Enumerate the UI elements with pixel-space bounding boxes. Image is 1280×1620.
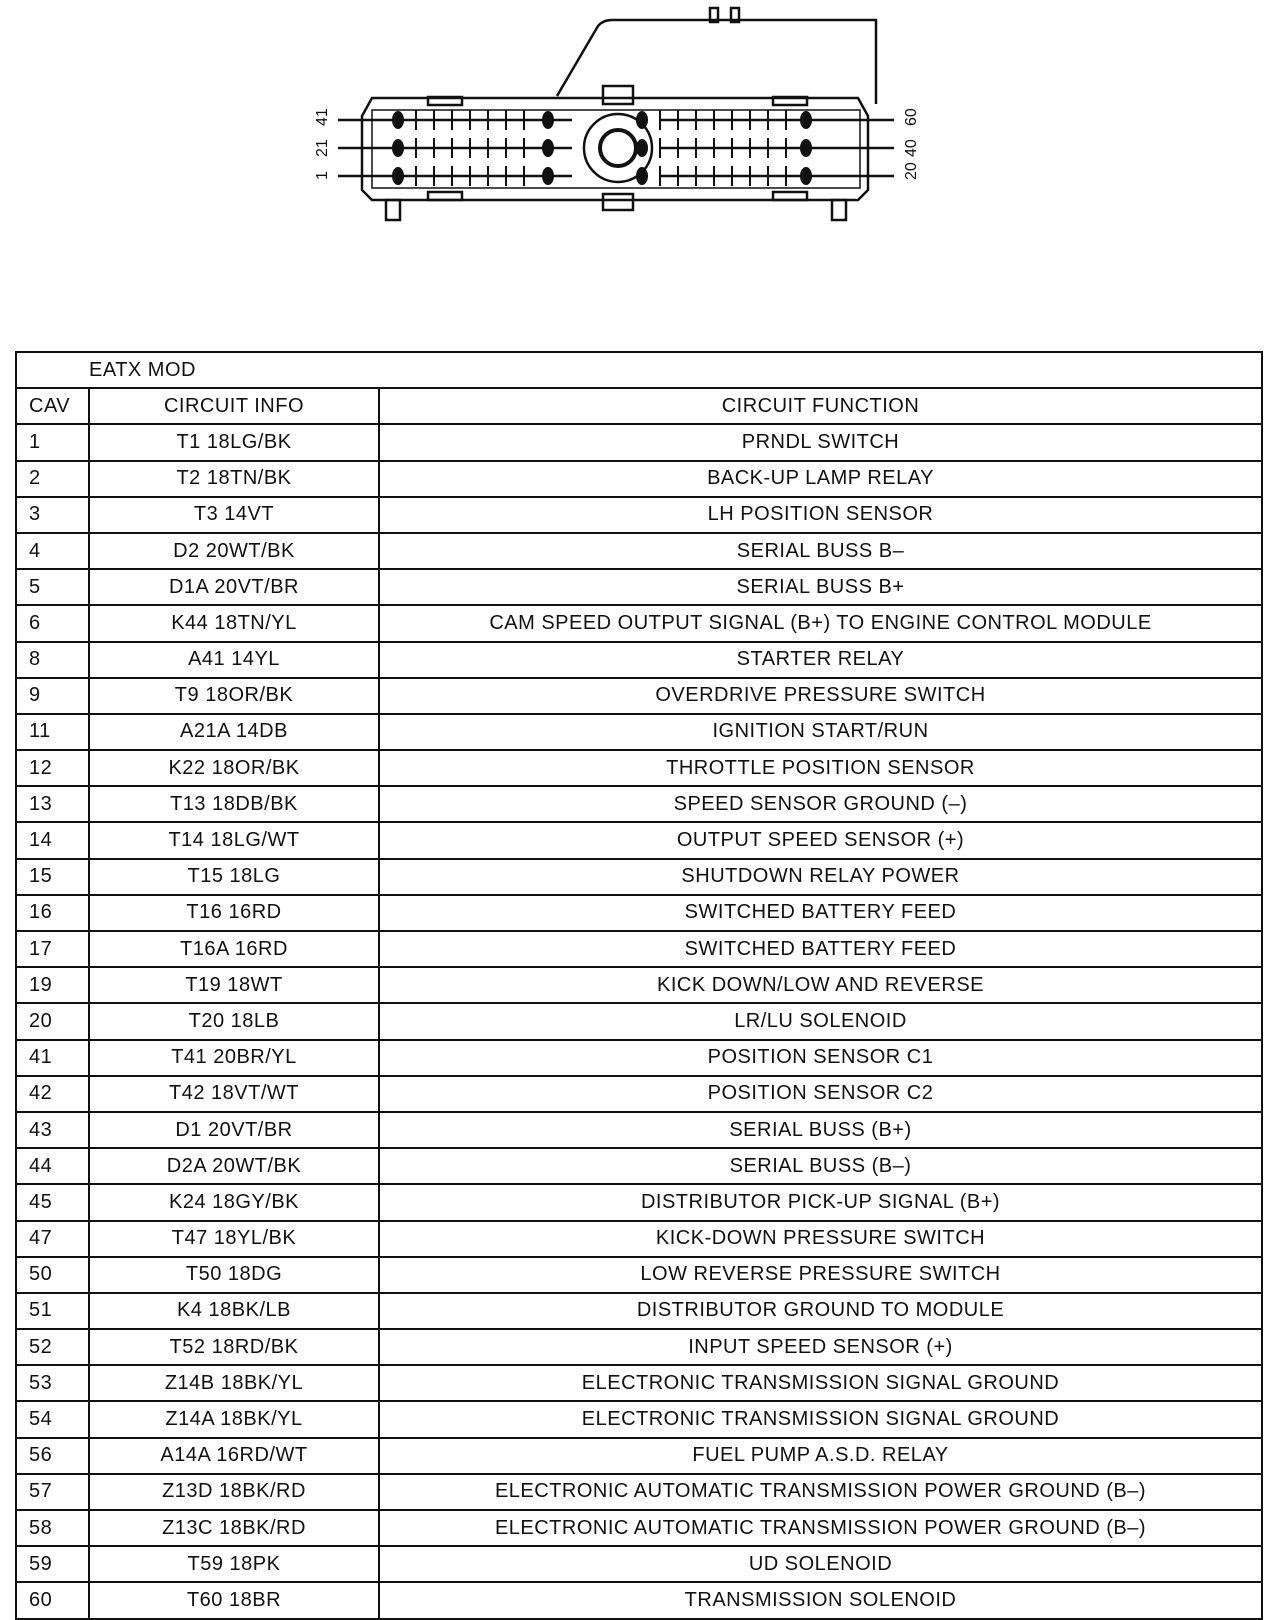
pin-endpoint [636,167,648,185]
circuit-function-cell: SWITCHED BATTERY FEED [379,931,1262,967]
circuit-info-cell: T20 18LB [89,1003,379,1039]
latch-bottom-left [428,192,462,200]
circuit-info-cell: A21A 14DB [89,714,379,750]
circuit-function-cell: KICK DOWN/LOW AND REVERSE [379,967,1262,1003]
foot-left [386,200,400,220]
pin-label-60: 60 [903,108,920,126]
table-row [16,1510,1262,1546]
table-row [16,497,1262,533]
circuit-function-cell: STARTER RELAY [379,642,1262,678]
cav-cell: 1 [16,424,89,460]
table-row [16,822,1262,858]
pin-assignment-table [15,351,1263,1620]
cav-cell: 44 [16,1148,89,1184]
table-body [16,424,1262,1618]
header-cav: CAV [16,388,89,424]
pin-endpoint [542,167,554,185]
circuit-function-cell: SERIAL BUSS B+ [379,569,1262,605]
pin-endpoint [542,111,554,129]
cav-cell: 2 [16,461,89,497]
circuit-function-cell: SERIAL BUSS (B+) [379,1112,1262,1148]
circuit-info-cell: K24 18GY/BK [89,1184,379,1220]
table-row [16,1401,1262,1437]
table-row [16,1221,1262,1257]
table-header-row [16,388,1262,424]
header-circuit-info: CIRCUIT INFO [89,388,379,424]
circuit-function-cell: SERIAL BUSS (B–) [379,1148,1262,1184]
table-row [16,931,1262,967]
circuit-function-cell: SHUTDOWN RELAY POWER [379,859,1262,895]
latch-top-center [603,86,633,104]
pin-label-1: 1 [314,171,331,180]
pin-label-40: 40 [903,139,920,157]
table-row [16,1329,1262,1365]
circuit-function-cell: SWITCHED BATTERY FEED [379,895,1262,931]
circuit-info-cell: K44 18TN/YL [89,605,379,641]
circuit-info-cell: T13 18DB/BK [89,786,379,822]
cav-cell: 14 [16,822,89,858]
circuit-info-cell: T59 18PK [89,1546,379,1582]
cav-cell: 43 [16,1112,89,1148]
circuit-function-cell: IGNITION START/RUN [379,714,1262,750]
circuit-info-cell: D1A 20VT/BR [89,569,379,605]
cav-cell: 12 [16,750,89,786]
circuit-info-cell: T15 18LG [89,859,379,895]
table-row [16,859,1262,895]
header-circuit-function: CIRCUIT FUNCTION [379,388,1262,424]
cav-cell: 9 [16,678,89,714]
circuit-info-cell: T16 16RD [89,895,379,931]
cav-cell: 6 [16,605,89,641]
circuit-function-cell: ELECTRONIC AUTOMATIC TRANSMISSION POWER GROUND (B–) [379,1510,1262,1546]
table-row [16,1003,1262,1039]
circuit-function-cell: SERIAL BUSS B– [379,533,1262,569]
circuit-function-cell: KICK-DOWN PRESSURE SWITCH [379,1221,1262,1257]
circuit-function-cell: INPUT SPEED SENSOR (+) [379,1329,1262,1365]
circuit-function-cell: DISTRIBUTOR PICK-UP SIGNAL (B+) [379,1184,1262,1220]
circuit-function-cell: DISTRIBUTOR GROUND TO MODULE [379,1293,1262,1329]
cav-cell: 13 [16,786,89,822]
cav-cell: 3 [16,497,89,533]
cav-cell: 58 [16,1510,89,1546]
pin-endpoint [392,139,404,157]
table-row [16,1582,1262,1618]
circuit-info-cell: T16A 16RD [89,931,379,967]
cav-cell: 8 [16,642,89,678]
circuit-info-cell: Z14B 18BK/YL [89,1365,379,1401]
circuit-info-cell: T9 18OR/BK [89,678,379,714]
connector-diagram [0,0,1280,240]
cav-cell: 17 [16,931,89,967]
cav-cell: 45 [16,1184,89,1220]
cav-cell: 56 [16,1438,89,1474]
circuit-function-cell: ELECTRONIC TRANSMISSION SIGNAL GROUND [379,1401,1262,1437]
circuit-function-cell: POSITION SENSOR C2 [379,1076,1262,1112]
cav-cell: 4 [16,533,89,569]
cav-cell: 5 [16,569,89,605]
pin-endpoint [636,111,648,129]
table-row [16,1148,1262,1184]
circuit-info-cell: T50 18DG [89,1257,379,1293]
latch-top-right [773,97,807,105]
circuit-info-cell: T60 18BR [89,1582,379,1618]
table-row [16,678,1262,714]
circuit-info-cell: T19 18WT [89,967,379,1003]
circuit-info-cell: T52 18RD/BK [89,1329,379,1365]
cav-cell: 11 [16,714,89,750]
table-row [16,461,1262,497]
table-title-row [16,352,1262,388]
circuit-info-cell: T1 18LG/BK [89,424,379,460]
circuit-function-cell: OUTPUT SPEED SENSOR (+) [379,822,1262,858]
pin-endpoint [542,139,554,157]
pin-label-41: 41 [314,108,331,126]
table-row [16,1257,1262,1293]
circuit-info-cell: A41 14YL [89,642,379,678]
latch-bottom-center [603,194,633,210]
circuit-info-cell: T14 18LG/WT [89,822,379,858]
cav-cell: 51 [16,1293,89,1329]
table-row [16,1365,1262,1401]
circuit-function-cell: ELECTRONIC TRANSMISSION SIGNAL GROUND [379,1365,1262,1401]
table-row [16,1474,1262,1510]
pin-endpoint [392,167,404,185]
cav-cell: 15 [16,859,89,895]
latch-bottom-right [773,192,807,200]
table-row [16,1438,1262,1474]
circuit-function-cell: LOW REVERSE PRESSURE SWITCH [379,1257,1262,1293]
circuit-info-cell: T41 20BR/YL [89,1040,379,1076]
circuit-function-cell: THROTTLE POSITION SENSOR [379,750,1262,786]
circuit-function-cell: PRNDL SWITCH [379,424,1262,460]
cav-cell: 20 [16,1003,89,1039]
circuit-function-cell: ELECTRONIC AUTOMATIC TRANSMISSION POWER GROUND (B–) [379,1474,1262,1510]
table-row [16,786,1262,822]
circuit-info-cell: T42 18VT/WT [89,1076,379,1112]
pin-endpoint [636,139,648,157]
cav-cell: 60 [16,1582,89,1618]
circuit-info-cell: T3 14VT [89,497,379,533]
pin-endpoint [800,111,812,129]
table-row [16,533,1262,569]
pin-label-20: 20 [903,162,920,180]
table-row [16,1040,1262,1076]
center-bolt-inner [600,130,636,166]
table-row [16,967,1262,1003]
table-row [16,569,1262,605]
table-row [16,1546,1262,1582]
cav-cell: 52 [16,1329,89,1365]
pin-endpoint [800,139,812,157]
circuit-function-cell: POSITION SENSOR C1 [379,1040,1262,1076]
cav-cell: 50 [16,1257,89,1293]
circuit-function-cell: LR/LU SOLENOID [379,1003,1262,1039]
table-title: EATX MOD [16,352,1262,388]
cav-cell: 53 [16,1365,89,1401]
circuit-info-cell: Z14A 18BK/YL [89,1401,379,1437]
circuit-function-cell: BACK-UP LAMP RELAY [379,461,1262,497]
circuit-function-cell: UD SOLENOID [379,1546,1262,1582]
table-row [16,895,1262,931]
circuit-info-cell: D1 20VT/BR [89,1112,379,1148]
latch-top-left [428,97,462,105]
cav-cell: 42 [16,1076,89,1112]
table-row [16,1293,1262,1329]
cav-cell: 54 [16,1401,89,1437]
circuit-function-cell: TRANSMISSION SOLENOID [379,1582,1262,1618]
foot-right [832,200,846,220]
circuit-info-cell: D2A 20WT/BK [89,1148,379,1184]
pin-endpoint [800,167,812,185]
pin-label-21: 21 [314,139,331,157]
table-row [16,1076,1262,1112]
circuit-function-cell: FUEL PUMP A.S.D. RELAY [379,1438,1262,1474]
circuit-info-cell: T47 18YL/BK [89,1221,379,1257]
table-row [16,750,1262,786]
circuit-info-cell: T2 18TN/BK [89,461,379,497]
circuit-info-cell: A14A 16RD/WT [89,1438,379,1474]
circuit-function-cell: CAM SPEED OUTPUT SIGNAL (B+) TO ENGINE CONTROL MODULE [379,605,1262,641]
pin-endpoint [392,111,404,129]
circuit-function-cell: SPEED SENSOR GROUND (–) [379,786,1262,822]
circuit-info-cell: K4 18BK/LB [89,1293,379,1329]
circuit-function-cell: OVERDRIVE PRESSURE SWITCH [379,678,1262,714]
table-row [16,1112,1262,1148]
cav-cell: 16 [16,895,89,931]
cav-cell: 57 [16,1474,89,1510]
table-row [16,1184,1262,1220]
circuit-info-cell: K22 18OR/BK [89,750,379,786]
cav-cell: 59 [16,1546,89,1582]
table-row [16,605,1262,641]
table-row [16,714,1262,750]
circuit-function-cell: LH POSITION SENSOR [379,497,1262,533]
table-row [16,424,1262,460]
cav-cell: 41 [16,1040,89,1076]
circuit-info-cell: Z13D 18BK/RD [89,1474,379,1510]
harness-outline [557,20,876,104]
cav-cell: 19 [16,967,89,1003]
circuit-info-cell: D2 20WT/BK [89,533,379,569]
circuit-info-cell: Z13C 18BK/RD [89,1510,379,1546]
cav-cell: 47 [16,1221,89,1257]
table-row [16,642,1262,678]
